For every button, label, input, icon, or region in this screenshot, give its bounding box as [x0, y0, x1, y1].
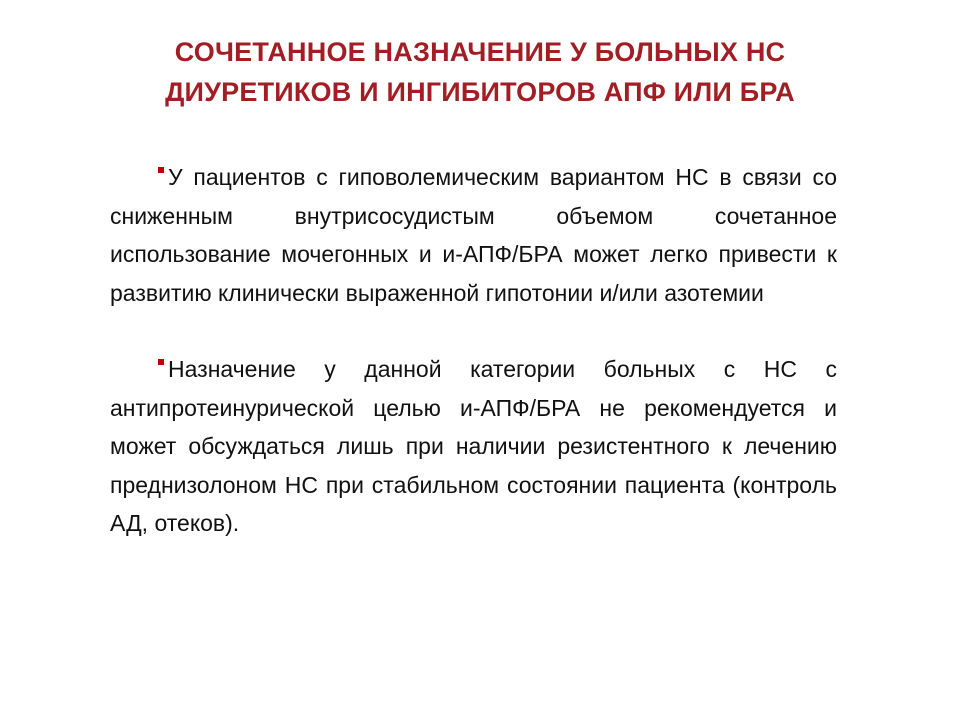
bullet-item-1	[110, 158, 837, 312]
square-bullet-icon	[158, 359, 164, 365]
bullet-item-2	[110, 350, 837, 543]
title-line-1: СОЧЕТАННОЕ НАЗНАЧЕНИЕ У БОЛЬНЫХ НС	[174, 37, 786, 67]
slide-title	[40, 32, 920, 112]
bullet-text-2: Назначение у данной категории больных с НС с антипротеинурической целью и-АПФ/БРА не рекомендуется и может обсуждаться лишь при наличии резистентного к лечению преднизолоном НС при стабильном состоянии пациента (контроль АД, отеков).	[110, 356, 837, 536]
title-line-2: ДИУРЕТИКОВ И ИНГИБИТОРОВ АПФ ИЛИ БРА	[165, 77, 795, 107]
bullet-text-1: У пациентов с гиповолемическим вариантом НС в связи со сниженным внутрисосудистым объемом сочетанное использование мочегонных и и-АПФ/БРА может легко привести к развитию клинически выраженной гипотонии и/или азотемии	[110, 164, 837, 306]
bullet-list	[110, 158, 837, 581]
square-bullet-icon	[158, 167, 164, 173]
